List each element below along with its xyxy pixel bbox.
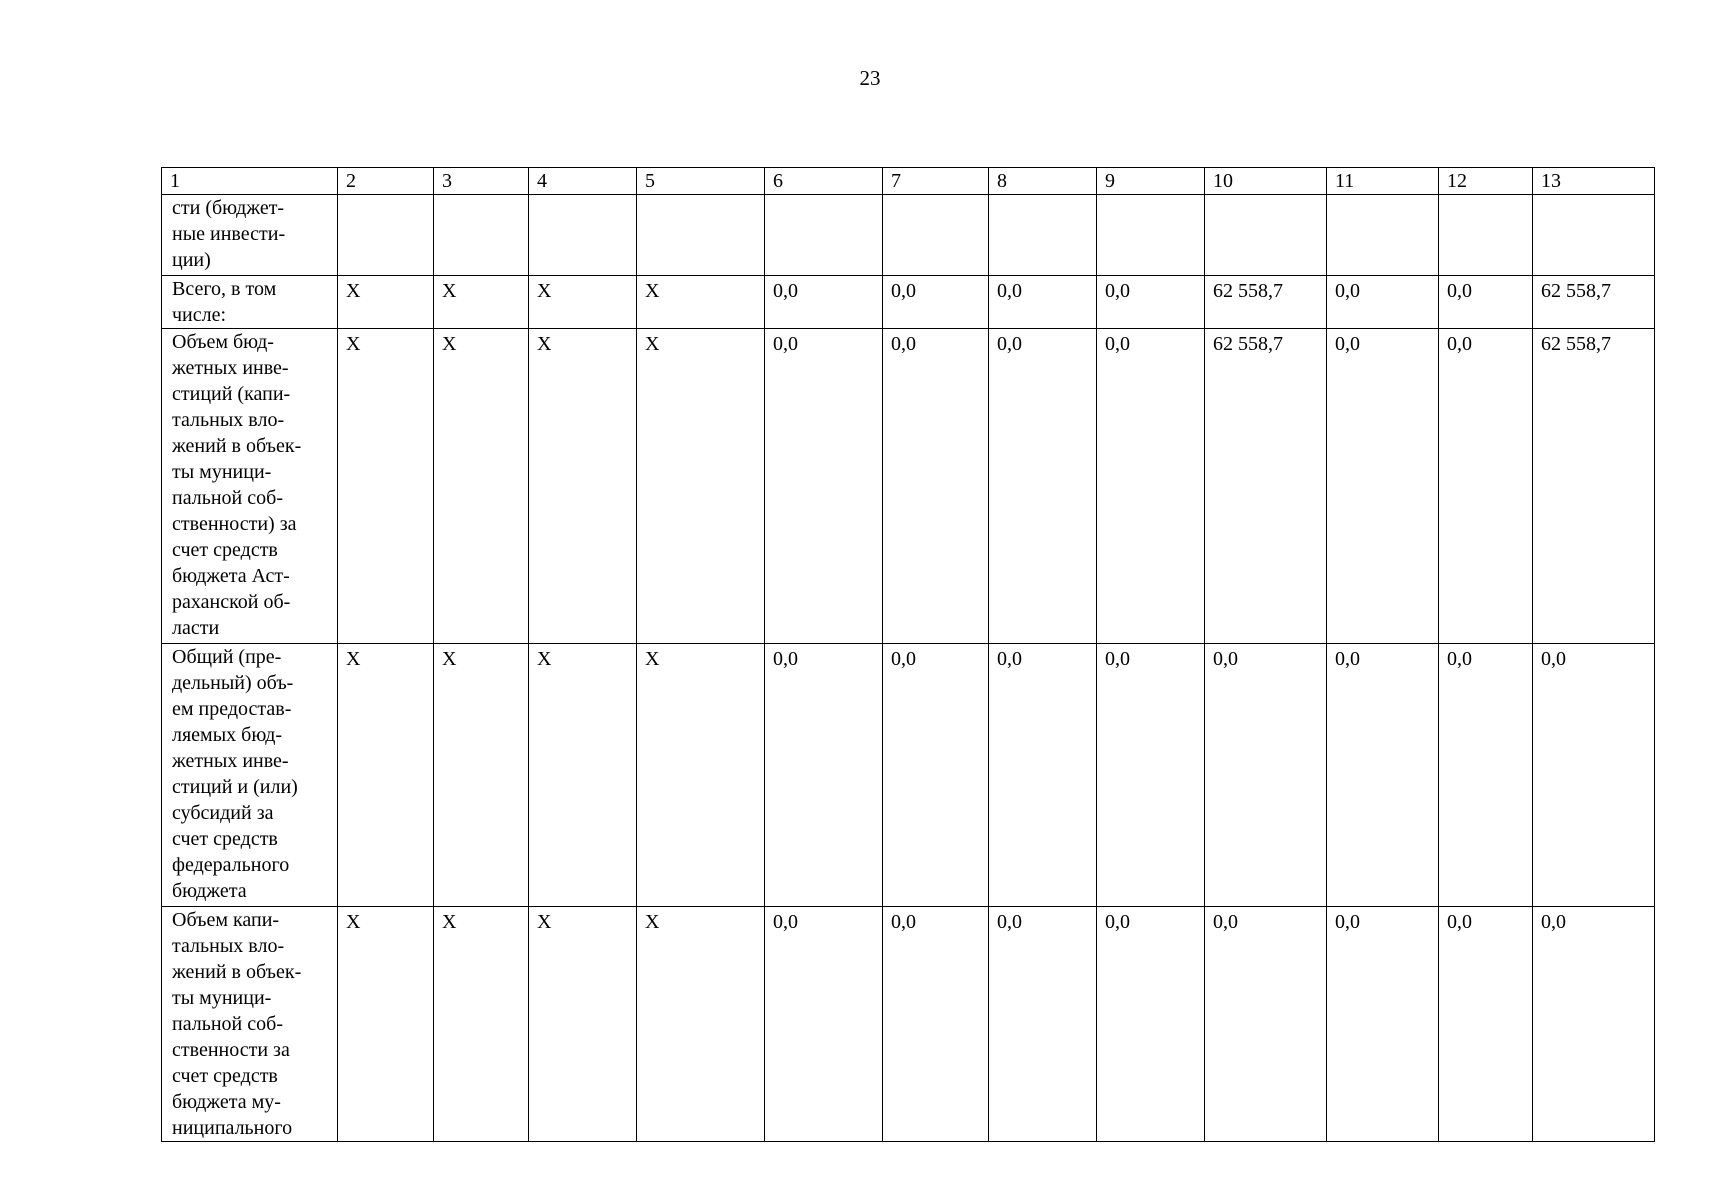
table-cell: 0,0 [989, 644, 1097, 907]
table-cell: 0,0 [1097, 907, 1205, 1142]
column-number-cell: 12 [1439, 168, 1533, 195]
table-cell [1439, 195, 1533, 276]
table-cell [1533, 195, 1655, 276]
table-cell [529, 195, 637, 276]
table-cell: 0,0 [883, 276, 989, 329]
table-cell: Х [637, 644, 765, 907]
table-cell: 0,0 [1327, 276, 1439, 329]
table-row [162, 329, 1655, 644]
table-cell: Х [338, 907, 434, 1142]
table-cell [637, 195, 765, 276]
column-number-cell: 8 [989, 168, 1097, 195]
table-cell: 0,0 [989, 907, 1097, 1142]
table-cell: 0,0 [883, 644, 989, 907]
table-cell [434, 195, 529, 276]
table-row [162, 644, 1655, 907]
table-cell: 62 558,7 [1205, 329, 1327, 644]
table-cell: 62 558,7 [1533, 276, 1655, 329]
table-cell: Х [529, 276, 637, 329]
column-number-cell: 2 [338, 168, 434, 195]
row-label: Объем капи- тальных вло- жений в объек- ты муници- пальной соб- ственности за счет средств бюджета му- ниципального [162, 907, 338, 1142]
table-cell [1097, 195, 1205, 276]
page-number: 23 [859, 66, 881, 90]
table-body [162, 168, 1655, 1142]
budget-table [161, 167, 1655, 1142]
column-number-cell: 10 [1205, 168, 1327, 195]
row-label: Объем бюд- жетных инве- стиций (капи- тальных вло- жений в объек- ты муници- пальной соб- ственности) за счет средств бюджета Аст- раханской об- ласти [162, 329, 338, 644]
column-number-cell: 6 [765, 168, 883, 195]
table-cell: 0,0 [1439, 276, 1533, 329]
column-number-cell: 3 [434, 168, 529, 195]
table-cell: Х [637, 276, 765, 329]
table-cell: 0,0 [989, 276, 1097, 329]
table-cell: 0,0 [1205, 907, 1327, 1142]
table-cell: 0,0 [1097, 644, 1205, 907]
table-row [162, 907, 1655, 1142]
table-cell: 0,0 [765, 907, 883, 1142]
column-number-cell: 9 [1097, 168, 1205, 195]
row-label: Общий (пре- дельный) объ- ем предостав- ляемых бюд- жетных инве- стиций и (или) субсидий за счет средств федерального бюджета [162, 644, 338, 907]
column-number-cell: 5 [637, 168, 765, 195]
table-cell: 0,0 [765, 644, 883, 907]
row-label: Всего, в том числе: [162, 276, 338, 329]
table-cell [1205, 195, 1327, 276]
table-cell: 0,0 [765, 329, 883, 644]
column-number-row [162, 168, 1655, 195]
table-cell: 62 558,7 [1533, 329, 1655, 644]
table-cell: 0,0 [1205, 644, 1327, 907]
table-cell: Х [434, 276, 529, 329]
table-cell: Х [434, 907, 529, 1142]
table-cell: Х [529, 907, 637, 1142]
column-number-cell: 1 [162, 168, 338, 195]
table-cell: 0,0 [883, 907, 989, 1142]
table-cell [883, 195, 989, 276]
table-cell: Х [637, 329, 765, 644]
table-cell: 0,0 [1533, 644, 1655, 907]
table-row [162, 276, 1655, 329]
column-number-cell: 7 [883, 168, 989, 195]
table-cell: Х [529, 329, 637, 644]
column-number-cell: 4 [529, 168, 637, 195]
table-cell: 0,0 [1533, 907, 1655, 1142]
table-cell: Х [434, 644, 529, 907]
table-cell: Х [338, 329, 434, 644]
table-cell: 0,0 [1439, 907, 1533, 1142]
table-cell: 0,0 [883, 329, 989, 644]
column-number-cell: 13 [1533, 168, 1655, 195]
table-cell: 0,0 [1439, 329, 1533, 644]
table-cell: Х [338, 276, 434, 329]
table-cell: 62 558,7 [1205, 276, 1327, 329]
column-number-cell: 11 [1327, 168, 1439, 195]
table-cell: 0,0 [989, 329, 1097, 644]
row-label: сти (бюджет- ные инвести- ции) [162, 195, 338, 276]
table-cell [765, 195, 883, 276]
table-cell: Х [529, 644, 637, 907]
table-cell: 0,0 [765, 276, 883, 329]
table-cell: 0,0 [1097, 276, 1205, 329]
table-cell: 0,0 [1327, 329, 1439, 644]
table-row [162, 195, 1655, 276]
table-cell: Х [637, 907, 765, 1142]
table-cell [338, 195, 434, 276]
table-cell: 0,0 [1327, 907, 1439, 1142]
table-cell [989, 195, 1097, 276]
table-cell: 0,0 [1097, 329, 1205, 644]
table-cell: Х [338, 644, 434, 907]
table-cell: 0,0 [1327, 644, 1439, 907]
table-cell [1327, 195, 1439, 276]
table-cell: Х [434, 329, 529, 644]
table-cell: 0,0 [1439, 644, 1533, 907]
